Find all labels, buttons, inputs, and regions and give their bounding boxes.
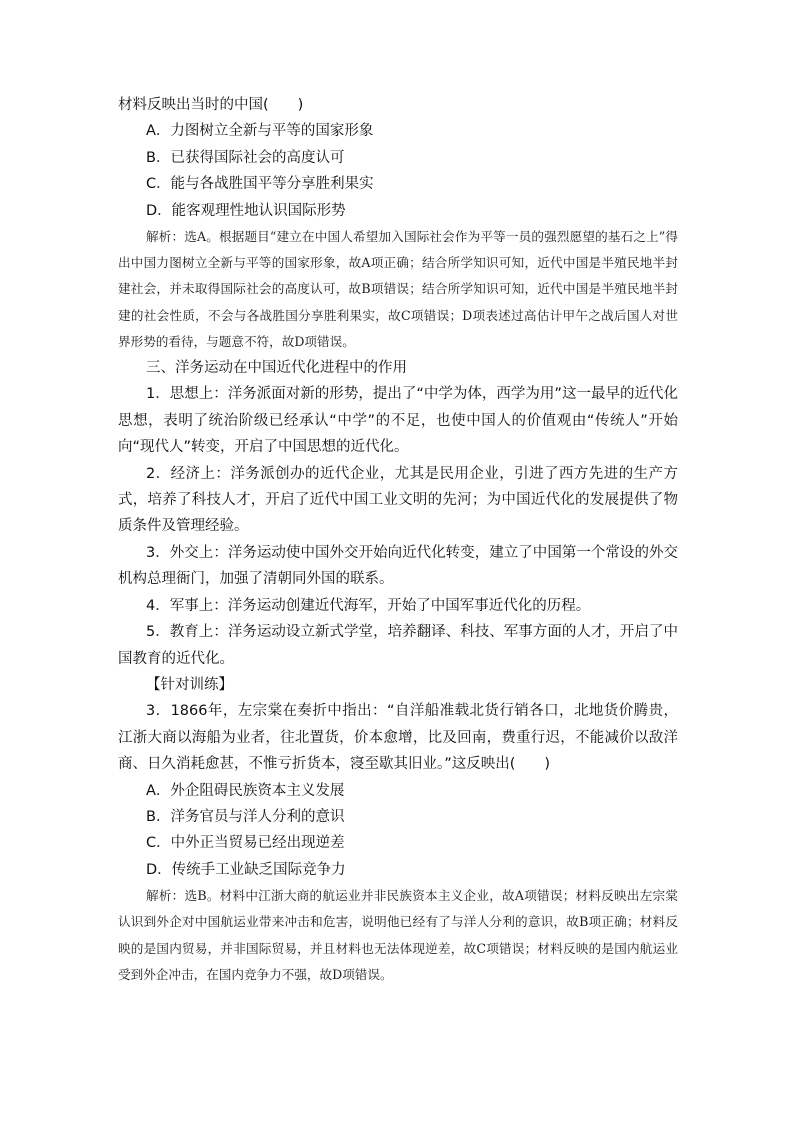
point-diplomacy: 3．外交上：洋务运动使中国外交开始向近代化转变，建立了中国第一个常设的外交机构总理衙门，加强了清朝同外国的联系。 — [118, 544, 678, 588]
option-d: D．能客观理性地认识国际形势 — [146, 202, 346, 219]
training-question-stem: 3．1866年，左宗棠在奏折中指出：“自洋船准载北货行销各口，北地货价腾贵，江浙大商以海船为业者，往北置货，价本愈增，比及回南，费重行迟，不能减价以敌洋商、日久消耗愈甚，不惟亏折货本，寖至歇其旧业。”这反映出( ) — [118, 703, 678, 773]
training-heading: 【针对训练】 — [146, 676, 233, 693]
training-option-a: A．外企阻碍民族资本主义发展 — [146, 782, 345, 799]
training-analysis-text: 解析：选B。材料中江浙大商的航运业并非民族资本主义企业，故A项错误；材料反映出左宗棠认识到外企对中国航运业带来冲击和危害，说明他已经有了与洋人分利的意识，故B项正确；材料反映的是国内贸易，并非国际贸易，并且材料也无法体现逆差，故C项错误；材料反映的是国内航运业受到外企冲击，在国内竞争力不强，故D项错误。 — [118, 888, 678, 982]
option-c: C．能与各战胜国平等分享胜利果实 — [146, 176, 374, 193]
option-b: B．已获得国际社会的高度认可 — [146, 149, 345, 166]
question-stem: 材料反映出当时的中国( ) — [118, 97, 304, 113]
training-option-d: D．传统手工业缺乏国际竞争力 — [146, 861, 346, 878]
document-page — [118, 92, 678, 988]
training-option-b: B．洋务官员与洋人分利的意识 — [146, 808, 345, 825]
analysis-text: 解析：选A。根据题目“建立在中国人希望加入国际社会作为平等一员的强烈愿望的基石之上”得出中国力图树立全新与平等的国家形象，故A项正确；结合所学知识可知，近代中国是半殖民地半封建社会，并未取得国际社会的高度认可，故B项错误；结合所学知识可知，近代中国是半殖民地半封建的社会性质，不会与各战胜国分享胜利果实，故C项错误；D项表述过高估计甲午之战后国人对世界形势的看待，与题意不符，故D项错误。 — [118, 229, 678, 349]
point-education: 5．教育上：洋务运动设立新式学堂，培养翻译、科技、军事方面的人才，开启了中国教育的近代化。 — [118, 624, 678, 667]
point-economy: 2．经济上：洋务派创办的近代企业，尤其是民用企业，引进了西方先进的生产方式，培养了科技人才，开启了近代中国工业文明的先河；为中国近代化的发展提供了物质条件及管理经验。 — [118, 465, 678, 535]
point-thought: 1．思想上：洋务派面对新的形势，提出了“中学为体，西学为用”这一最早的近代化思想，表明了统治阶级已经承认“中学”的不足，也使中国人的价值观由“传统人”开始向“现代人”转变，开启了中国思想的近代化。 — [118, 386, 678, 456]
point-military: 4．军事上：洋务运动创建近代海军，开始了中国军事近代化的历程。 — [146, 597, 591, 614]
training-option-c: C．中外正当贸易已经出现逆差 — [146, 835, 345, 852]
section-heading: 三、洋务运动在中国近代化进程中的作用 — [146, 360, 407, 377]
option-a: A．力图树立全新与平等的国家形象 — [146, 123, 374, 140]
